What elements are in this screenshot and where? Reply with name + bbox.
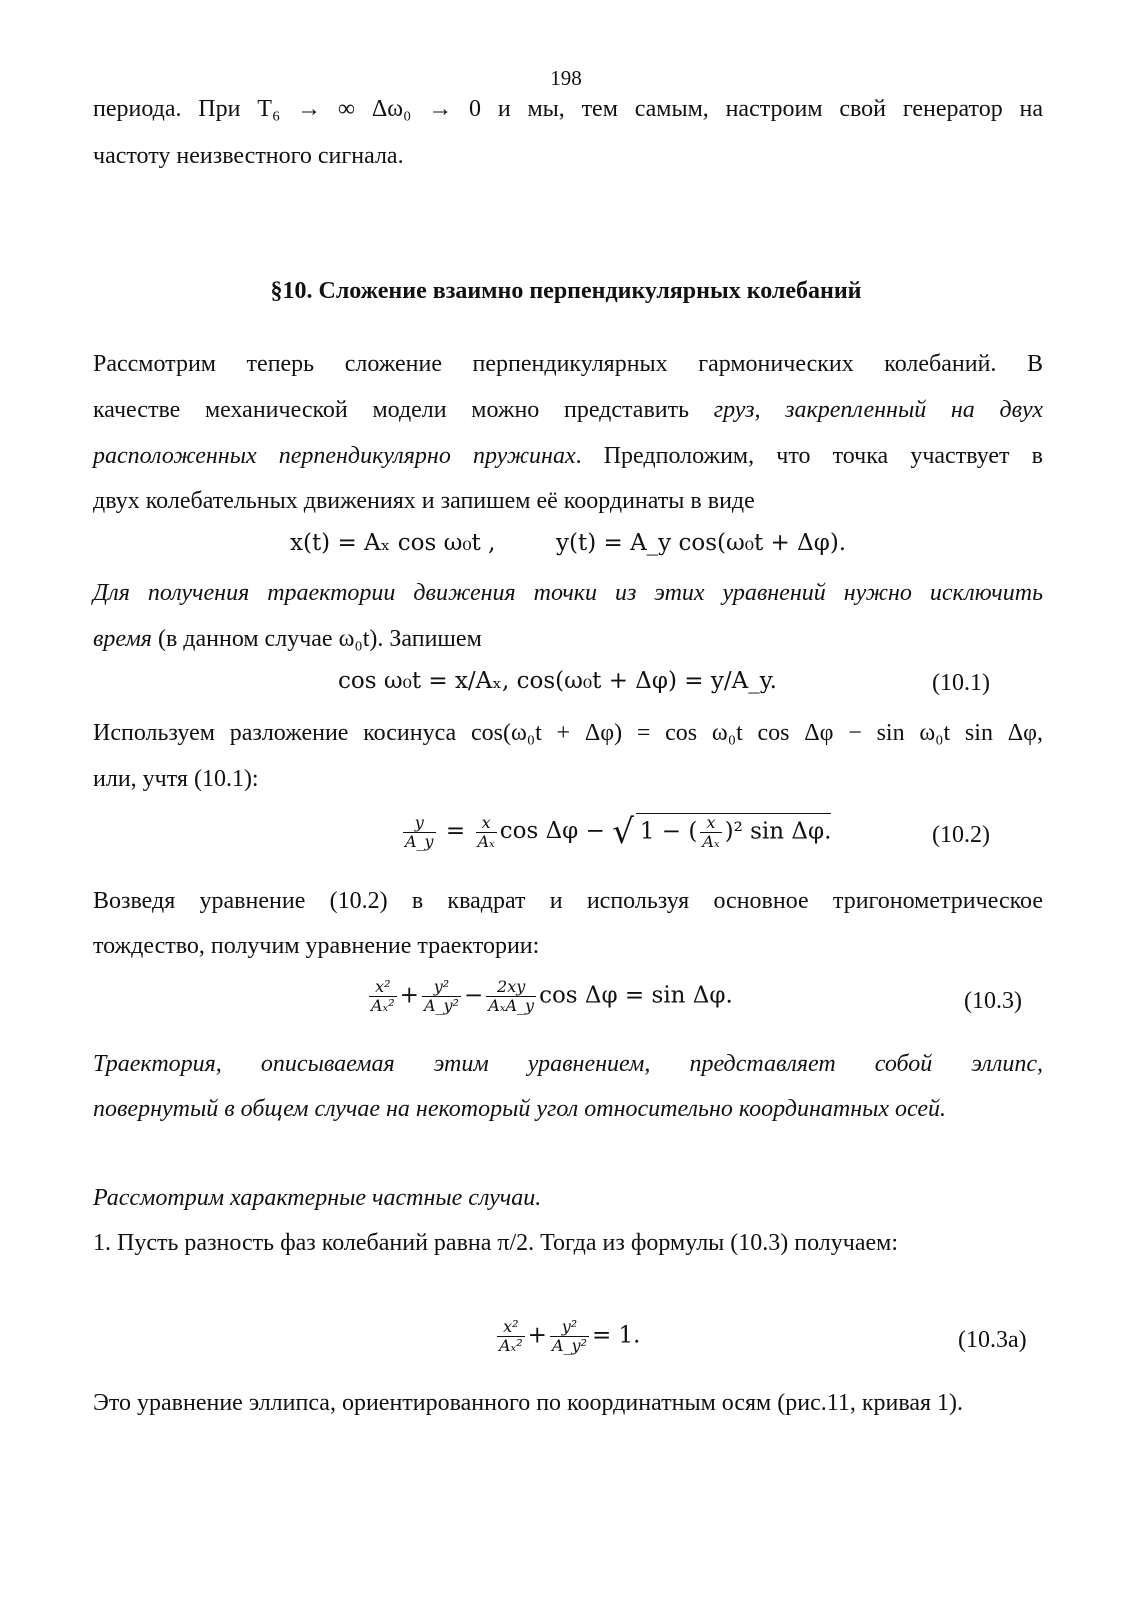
- paragraph1-line-2-italic: груз, закрепленный на двух: [713, 397, 1043, 423]
- paragraph1-line-2-plain: качестве механической модели можно представить: [93, 397, 714, 423]
- fraction-y-over-Ay: $\frac{y}{A\_y}$: [405, 812, 434, 851]
- paragraph1-line-3: [93, 439, 1043, 473]
- paragraph7-line-1: Это уравнение эллипса, ориентированного по координатным осям (рис.11, кривая 1).: [93, 1390, 964, 1416]
- paragraph4-line-2: тождество, получим уравнение траектории:: [93, 933, 540, 959]
- paragraph1-line-4: двух колебательных движениях и запишем её координаты в виде: [93, 488, 755, 514]
- paragraph3-line-2: или, учтя (10.1):: [93, 766, 259, 792]
- paragraph2-line-1: Для получения траектории движения точки из этих уравнений нужно исключить: [93, 580, 1043, 606]
- equation-10-2: $\frac{y}{A\_y}$ = $\frac{x}{\text{Aₓ}}$ cos Δφ − √ 1 − ( $\frac{x}{\text{Aₓ}}$ )² sin Δφ.: [405, 812, 832, 852]
- intro-line-1: периода. При T₆ → ∞ Δω₀ → 0 и мы, тем самым, настроим свой генератор на: [93, 96, 1043, 122]
- paragraph6-line-1: Рассмотрим характерные частные случаи.: [93, 1185, 542, 1211]
- radical-sign: √: [612, 812, 634, 852]
- page-number: 198: [550, 66, 582, 90]
- paragraph5-line-2: повернутый в общем случае на некоторый угол относительно координатных осей.: [93, 1096, 947, 1122]
- paragraph1-line-3-italic: расположенных перпендикулярно пружинах: [93, 443, 576, 469]
- equation-10-3: $\frac{\text{x²}}{\text{Aₓ²}}$ + $\frac{\text{y²}}{\text{A\_y²}}$ − $\frac{2xy}{\text{AₓA\_y}}$ cos Δφ = sin Δφ.: [371, 977, 733, 1015]
- equation-10-2-number: (10.2): [932, 822, 990, 848]
- paragraph1-line-3-plain: . Предположим, что точка участвует в: [575, 443, 1043, 469]
- fraction-x-over-Ax: $\frac{x}{\text{Aₓ}}$: [477, 812, 495, 851]
- paragraph5-line-1: Траектория, описываемая этим уравнением, представляет собой эллипс,: [93, 1051, 1043, 1077]
- equation-10-3-number: (10.3): [964, 988, 1022, 1014]
- intro-line-2: частоту неизвестного сигнала.: [93, 143, 404, 169]
- paragraph1-line-1: Рассмотрим теперь сложение перпендикулярных гармонических колебаний. В: [93, 351, 1043, 377]
- sqrt-content: 1 − ( $\frac{x}{\text{Aₓ}}$ )² sin Δφ.: [636, 813, 832, 851]
- paragraph2-line-2: [93, 622, 1043, 656]
- equation-coords-right: y(t) = A_y cos(ω₀t + Δφ).: [556, 530, 847, 556]
- equation-10-1-number: (10.1): [932, 670, 990, 696]
- paragraph1-line-2: [93, 393, 1043, 427]
- equation-10-3a: $\frac{\text{x²}}{\text{Aₓ²}}$ + $\frac{\text{y²}}{\text{A\_y²}}$ = 1.: [499, 1317, 641, 1355]
- equation-10-1: cos ω₀t = x/Aₓ, cos(ω₀t + Δφ) = y/A_y.: [338, 668, 777, 694]
- section-title: §10. Сложение взаимно перпендикулярных колебаний: [270, 278, 862, 304]
- equation-10-3a-number: (10.3a): [958, 1327, 1027, 1353]
- equation-coords-left: x(t) = Aₓ cos ω₀t ,: [290, 530, 496, 556]
- paragraph6-line-2: 1. Пусть разность фаз колебаний равна π/2. Тогда из формулы (10.3) получаем:: [93, 1230, 899, 1256]
- paragraph2-line-2-plain: (в данном случае ω₀t). Запишем: [151, 626, 482, 652]
- paragraph2-line-2-italic: время: [93, 626, 152, 652]
- paragraph4-line-1: Возведя уравнение (10.2) в квадрат и используя основное тригонометрическое: [93, 888, 1043, 914]
- paragraph3-line-1: Используем разложение косинуса cos(ω₀t + Δφ) = cos ω₀t cos Δφ − sin ω₀t sin Δφ,: [93, 720, 1043, 746]
